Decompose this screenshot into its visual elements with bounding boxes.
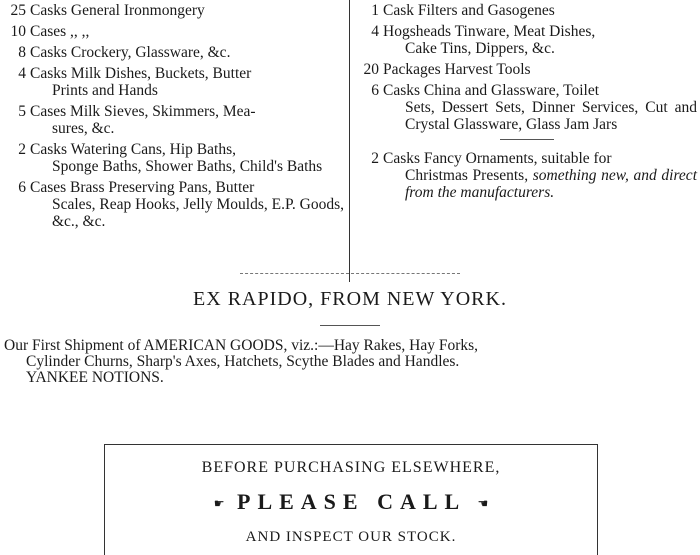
shipment-line-3: YANKEE NOTIONS. <box>26 369 164 386</box>
item-text: Cask Filters and Gasogenes <box>383 2 555 19</box>
item-text: Cases Brass Preserving Pans, Butter <box>30 179 255 196</box>
item-continuation: Sets, Dessert Sets, Dinner Services, Cut and Crystal Glassware, Glass Jam Jars <box>405 99 697 133</box>
item-quantity: 2 <box>18 141 26 158</box>
item-continuation <box>383 167 697 201</box>
item-quantity: 6 <box>371 82 379 99</box>
item-text: Casks General Ironmongery <box>30 2 205 19</box>
item-quantity: 6 <box>18 179 26 196</box>
item-quantity: 5 <box>18 103 26 120</box>
list-item <box>357 61 697 78</box>
shipment-paragraph <box>4 338 696 386</box>
item-text: Casks Fancy Ornaments, suitable for <box>383 150 612 167</box>
column-divider <box>349 0 350 282</box>
item-quantity: 1 <box>371 2 379 19</box>
item-quantity: 4 <box>18 65 26 82</box>
item-text: Casks Crockery, Glassware, &c. <box>30 44 231 61</box>
list-item <box>357 2 697 19</box>
item-quantity: 20 <box>363 61 379 78</box>
item-quantity: 8 <box>18 44 26 61</box>
item-text: Hogsheads Tinware, Meat Dishes, <box>383 23 596 40</box>
item-text: Packages Harvest Tools <box>383 61 531 78</box>
divider-dashed <box>240 273 460 275</box>
list-item <box>4 2 344 19</box>
list-item <box>4 141 344 175</box>
item-continuation: sures, &c. <box>52 120 115 137</box>
item-text: Casks Milk Dishes, Buckets, Butter <box>30 65 252 82</box>
shipment-line-1: Our First Shipment of AMERICAN GOODS, viz.:—Hay Rakes, Hay Forks, <box>4 337 479 354</box>
box-line-please-call <box>105 489 597 515</box>
item-text: Casks Watering Cans, Hip Baths, <box>30 141 236 158</box>
list-item <box>4 23 344 40</box>
left-column-list <box>4 2 344 234</box>
right-column-list <box>357 2 697 205</box>
section-rule <box>500 139 554 140</box>
box-line-before-purchasing: BEFORE PURCHASING ELSEWHERE, <box>201 459 501 476</box>
item-text: Casks China and Glassware, Toilet <box>383 82 600 99</box>
heading-rule <box>320 325 380 326</box>
call-to-action-box <box>104 444 598 555</box>
pointing-hand-left-icon: ☛ <box>213 496 225 511</box>
list-item <box>4 65 344 99</box>
section-heading: EX RAPIDO, FROM NEW YORK. <box>193 288 507 310</box>
list-item <box>4 179 344 230</box>
item-continuation-italic: something new, and direct from the manufacturers. <box>405 167 697 201</box>
item-text: Cases Milk Sieves, Skimmers, Mea- <box>30 103 256 120</box>
list-item <box>357 82 697 133</box>
item-continuation: Scales, Reap Hooks, Jelly Moulds, E.P. Goods, &c., &c. <box>52 196 344 230</box>
item-text: Cases ,, ,, <box>30 23 90 40</box>
item-quantity: 10 <box>10 23 26 40</box>
list-item-fancy-ornaments <box>357 150 697 201</box>
item-continuation-plain: Christmas Presents, <box>405 167 529 184</box>
item-quantity: 2 <box>371 150 379 167</box>
please-call-text: PLEASE CALL <box>237 489 465 514</box>
item-continuation: Prints and Hands <box>52 82 158 99</box>
item-continuation: Sponge Baths, Shower Baths, Child's Baths <box>52 158 323 175</box>
list-item <box>357 23 697 57</box>
list-item <box>4 44 344 61</box>
shipment-line-2: Cylinder Churns, Sharp's Axes, Hatchets, Scythe Blades and Handles. <box>26 353 460 370</box>
item-quantity: 4 <box>371 23 379 40</box>
box-line-inspect-stock: AND INSPECT OUR STOCK. <box>245 529 457 545</box>
item-continuation: Cake Tins, Dippers, &c. <box>405 40 555 57</box>
item-quantity: 25 <box>10 2 26 19</box>
pointing-hand-right-icon: ☚ <box>477 496 489 511</box>
list-item <box>4 103 344 137</box>
